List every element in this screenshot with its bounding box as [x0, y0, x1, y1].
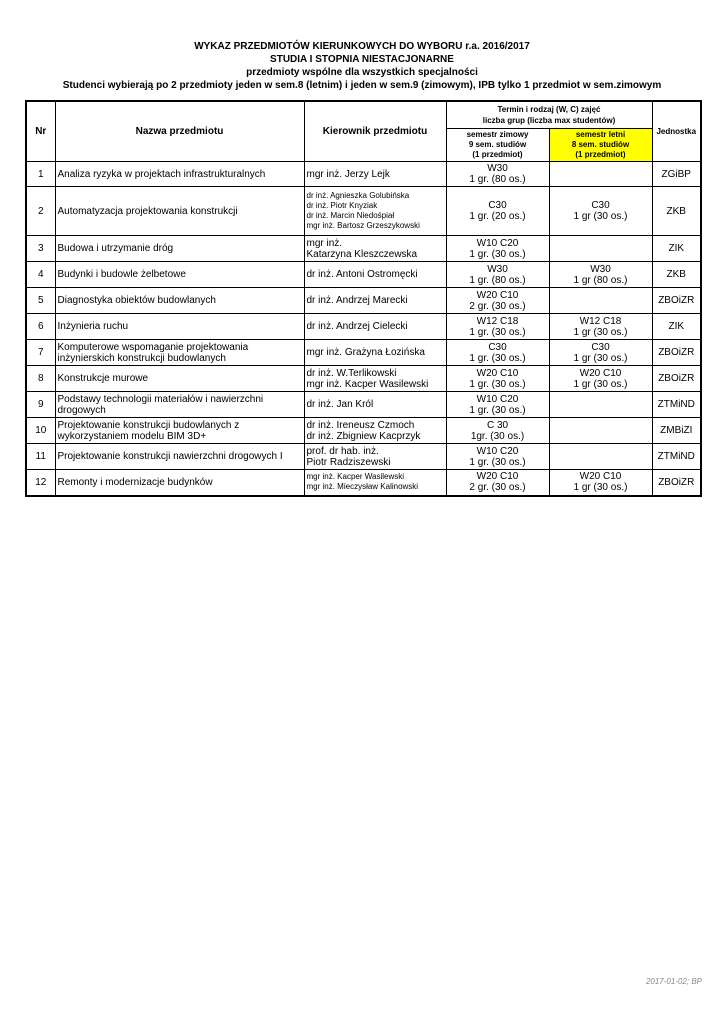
cell-lead-line: dr inż. W.Terlikowski	[306, 367, 397, 379]
cell-summer-line: W20 C10	[579, 471, 622, 483]
table-row	[26, 262, 701, 288]
cell-summer-line: 1 gr (30 os.)	[573, 482, 628, 494]
table-row	[26, 340, 701, 366]
cell-lead	[304, 444, 446, 470]
cell-winter-line: W10 C20	[476, 445, 519, 457]
cell-summer-line: 1 gr (30 os.)	[573, 352, 628, 364]
table-row	[26, 162, 701, 187]
title-line-4: Studenci wybierają po 2 przedmioty jeden w sem.8 (letnim) i jeden w sem.9 (zimowym), IPB tylko 1 przedmiot w sem.zimowym	[62, 80, 662, 91]
cell-winter-line: 2 gr. (30 os.)	[469, 300, 526, 312]
cell-nr: 2	[26, 187, 55, 236]
header-term	[446, 101, 652, 129]
cell-lead-line: mgr inż.	[306, 237, 343, 249]
table-row	[26, 236, 701, 262]
cell-unit: ZBOiZR	[652, 366, 701, 392]
cell-lead-line: mgr inż. Jerzy Lejk	[306, 168, 390, 180]
cell-unit: ZTMiND	[652, 392, 701, 418]
cell-lead-line: mgr inż. Kacper Wasilewski	[306, 472, 405, 482]
cell-unit: ZBOiZR	[652, 470, 701, 496]
cell-winter	[446, 187, 549, 236]
cell-summer	[549, 340, 652, 366]
header-summer-line-1: semestr letni	[575, 130, 626, 139]
cell-nr: 5	[26, 288, 55, 314]
cell-name	[55, 418, 304, 444]
cell-winter-line: 1 gr. (30 os.)	[469, 404, 526, 416]
table-row	[26, 366, 701, 392]
cell-summer-line: 1 gr (30 os.)	[573, 326, 628, 338]
cell-name	[55, 340, 304, 366]
cell-lead	[304, 262, 446, 288]
cell-nr: 1	[26, 162, 55, 187]
cell-nr: 9	[26, 392, 55, 418]
cell-summer-line: W30	[590, 263, 611, 275]
cell-lead-line: dr inż. Agnieszka Golubińska	[306, 191, 410, 200]
cell-name-line: Analiza ryzyka w projektach infrastrukturalnych	[57, 168, 266, 180]
cell-name	[55, 162, 304, 187]
cell-unit: ZBOiZR	[652, 288, 701, 314]
cell-name-line: Projektowanie konstrukcji budowlanych z	[57, 419, 240, 431]
cell-name-line: Remonty i modernizacje budynków	[57, 476, 213, 488]
cell-lead	[304, 314, 446, 340]
cell-lead-line: dr inż. Marcin Niedośpiał	[306, 211, 395, 220]
cell-name-line: Inżynieria ruchu	[57, 321, 129, 332]
cell-nr: 11	[26, 444, 55, 470]
cell-winter-line: W30	[487, 163, 508, 174]
cell-name	[55, 236, 304, 262]
header-lead: Kierownik przedmiotu	[304, 101, 446, 162]
footer-date: 2017-01-02; BP	[645, 977, 702, 986]
cell-winter-line: 1gr. (30 os.)	[470, 430, 525, 442]
cell-lead-line: mgr inż. Mieczysław Kalinowski	[306, 482, 419, 492]
cell-lead	[304, 288, 446, 314]
table-body	[26, 162, 701, 496]
header-unit: Jednostka	[652, 101, 701, 162]
cell-lead-line: dr inż. Andrzej Cielecki	[306, 321, 408, 332]
cell-summer-line: C30	[591, 341, 610, 353]
cell-name	[55, 444, 304, 470]
cell-nr: 4	[26, 262, 55, 288]
cell-name	[55, 288, 304, 314]
cell-nr: 7	[26, 340, 55, 366]
header-winter-line-1: semestr zimowy	[466, 130, 529, 139]
cell-unit: ZMBiZI	[652, 418, 701, 444]
cell-winter	[446, 418, 549, 444]
title-line-1: WYKAZ PRZEDMIOTÓW KIERUNKOWYCH DO WYBORU r.a. 2016/2017	[194, 41, 530, 52]
cell-name-line: inżynierskich konstrukcji budowlanych	[57, 352, 226, 364]
cell-summer	[549, 262, 652, 288]
cell-winter-line: C30	[488, 200, 507, 211]
table-row	[26, 288, 701, 314]
cell-lead	[304, 236, 446, 262]
cell-summer	[549, 418, 652, 444]
cell-name-line: Projektowanie konstrukcji nawierzchni drogowych I	[57, 451, 283, 462]
cell-winter-line: 1 gr. (30 os.)	[469, 378, 526, 390]
cell-lead	[304, 162, 446, 187]
cell-winter-line: W10 C20	[476, 393, 519, 405]
table-row	[26, 187, 701, 236]
cell-lead-line: dr inż. Jan Król	[306, 399, 374, 410]
cell-winter-line: 2 gr. (30 os.)	[469, 482, 526, 494]
cell-unit: ZIK	[652, 236, 701, 262]
cell-winter-line: 1 gr. (20 os.)	[469, 211, 526, 222]
cell-summer-line: 1 gr (30 os.)	[573, 378, 628, 390]
cell-winter-line: 1 gr. (30 os.)	[469, 456, 526, 468]
cell-summer-line: C30	[591, 200, 610, 211]
cell-name-line: drogowych	[57, 404, 106, 416]
cell-unit: ZBOiZR	[652, 340, 701, 366]
cell-name-line: Budowa i utrzymanie dróg	[57, 243, 174, 254]
cell-winter-line: 1 gr. (80 os.)	[469, 274, 526, 286]
cell-summer-line: W12 C18	[579, 315, 622, 327]
cell-winter	[446, 340, 549, 366]
cell-winter-line: C 30	[486, 419, 509, 431]
cell-summer-line: 1 gr (80 os.)	[573, 274, 628, 286]
cell-lead	[304, 187, 446, 236]
cell-lead-line: mgr inż. Bartosz Grzeszykowski	[306, 221, 420, 230]
cell-winter-line: 1 gr. (30 os.)	[469, 248, 526, 260]
cell-name	[55, 470, 304, 496]
cell-summer	[549, 314, 652, 340]
table-row	[26, 470, 701, 496]
cell-nr: 10	[26, 418, 55, 444]
cell-winter-line: W20 C10	[476, 471, 519, 483]
cell-summer-line: W20 C10	[579, 367, 622, 379]
cell-lead	[304, 392, 446, 418]
cell-name	[55, 366, 304, 392]
cell-winter-line: W20 C10	[476, 289, 519, 301]
cell-nr: 6	[26, 314, 55, 340]
cell-winter	[446, 288, 549, 314]
cell-name-line: Komputerowe wspomaganie projektowania	[57, 341, 249, 353]
cell-name-line: Podstawy technologii materiałów i nawierzchni	[57, 393, 264, 405]
cell-lead-line: dr inż. Zbigniew Kacprzyk	[306, 430, 421, 442]
cell-nr: 3	[26, 236, 55, 262]
header-term-line-1: Termin i rodzaj (W, C) zajęć	[497, 105, 601, 114]
header-summer-line-2: 8 sem. studiów	[571, 140, 630, 149]
cell-winter	[446, 470, 549, 496]
cell-unit: ZKB	[652, 262, 701, 288]
title-line-3: przedmioty wspólne dla wszystkich specjalności	[246, 67, 478, 78]
header-nr: Nr	[26, 101, 55, 162]
cell-name-line: Budynki i budowle żelbetowe	[57, 269, 186, 280]
cell-winter	[446, 444, 549, 470]
table-row	[26, 418, 701, 444]
table-row	[26, 392, 701, 418]
cell-winter-line: 1 gr. (80 os.)	[469, 174, 526, 185]
cell-winter-line: W30	[487, 263, 508, 275]
table-row	[26, 444, 701, 470]
cell-unit: ZGiBP	[652, 162, 701, 187]
courses-table	[25, 100, 702, 497]
cell-lead-line: Katarzyna Kleszczewska	[306, 248, 418, 260]
cell-lead-line: mgr inż. Grażyna Łozińska	[306, 347, 425, 358]
cell-name-line: Diagnostyka obiektów budowlanych	[57, 295, 216, 306]
cell-summer	[549, 470, 652, 496]
cell-lead-line: dr inż. Andrzej Marecki	[306, 295, 408, 306]
cell-unit: ZIK	[652, 314, 701, 340]
cell-lead	[304, 470, 446, 496]
cell-winter	[446, 366, 549, 392]
cell-summer	[549, 236, 652, 262]
header-summer	[549, 129, 652, 162]
header-name: Nazwa przedmiotu	[55, 101, 304, 162]
cell-summer	[549, 366, 652, 392]
table-row	[26, 314, 701, 340]
header-winter-line-2: 9 sem. studiów	[468, 140, 527, 149]
cell-summer-line: 1 gr (30 os.)	[573, 211, 628, 222]
cell-summer	[549, 392, 652, 418]
cell-lead-line: Piotr Radziszewski	[306, 456, 391, 468]
cell-nr: 12	[26, 470, 55, 496]
cell-summer	[549, 162, 652, 187]
cell-lead	[304, 340, 446, 366]
cell-name	[55, 187, 304, 236]
header-summer-line-3: (1 przedmiot)	[575, 150, 626, 159]
cell-lead	[304, 366, 446, 392]
cell-winter	[446, 314, 549, 340]
cell-winter-line: W12 C18	[476, 315, 519, 327]
title-line-2: STUDIA I STOPNIA NIESTACJONARNE	[270, 54, 454, 65]
cell-winter-line: 1 gr. (30 os.)	[469, 326, 526, 338]
cell-nr: 8	[26, 366, 55, 392]
cell-unit: ZKB	[652, 187, 701, 236]
cell-winter-line: 1 gr. (30 os.)	[469, 352, 526, 364]
cell-winter-line: W10 C20	[476, 237, 519, 249]
cell-summer	[549, 444, 652, 470]
cell-unit: ZTMiND	[652, 444, 701, 470]
cell-lead-line: prof. dr hab. inż.	[306, 445, 379, 457]
cell-winter-line: C30	[488, 341, 507, 353]
cell-winter	[446, 236, 549, 262]
cell-name	[55, 392, 304, 418]
cell-name-line: Automatyzacja projektowania konstrukcji	[57, 205, 238, 217]
cell-lead	[304, 418, 446, 444]
cell-lead-line: dr inż. Piotr Knyziak	[306, 201, 378, 210]
cell-lead-line: dr inż. Ireneusz Czmoch	[306, 419, 415, 431]
cell-winter-line: W20 C10	[476, 367, 519, 379]
cell-lead-line: mgr inż. Kacper Wasilewski	[306, 378, 429, 390]
cell-winter	[446, 262, 549, 288]
cell-summer	[549, 187, 652, 236]
cell-lead-line: dr inż. Antoni Ostromęcki	[306, 269, 418, 280]
cell-name	[55, 262, 304, 288]
cell-name-line: wykorzystaniem modelu BIM 3D+	[57, 430, 207, 442]
header-winter-line-3: (1 przedmiot)	[472, 150, 523, 159]
header-winter	[446, 129, 549, 162]
cell-name-line: Konstrukcje murowe	[57, 373, 149, 384]
cell-name	[55, 314, 304, 340]
cell-winter	[446, 392, 549, 418]
header-term-line-2: liczba grup (liczba max studentów)	[482, 116, 616, 125]
cell-summer	[549, 288, 652, 314]
cell-winter	[446, 162, 549, 187]
